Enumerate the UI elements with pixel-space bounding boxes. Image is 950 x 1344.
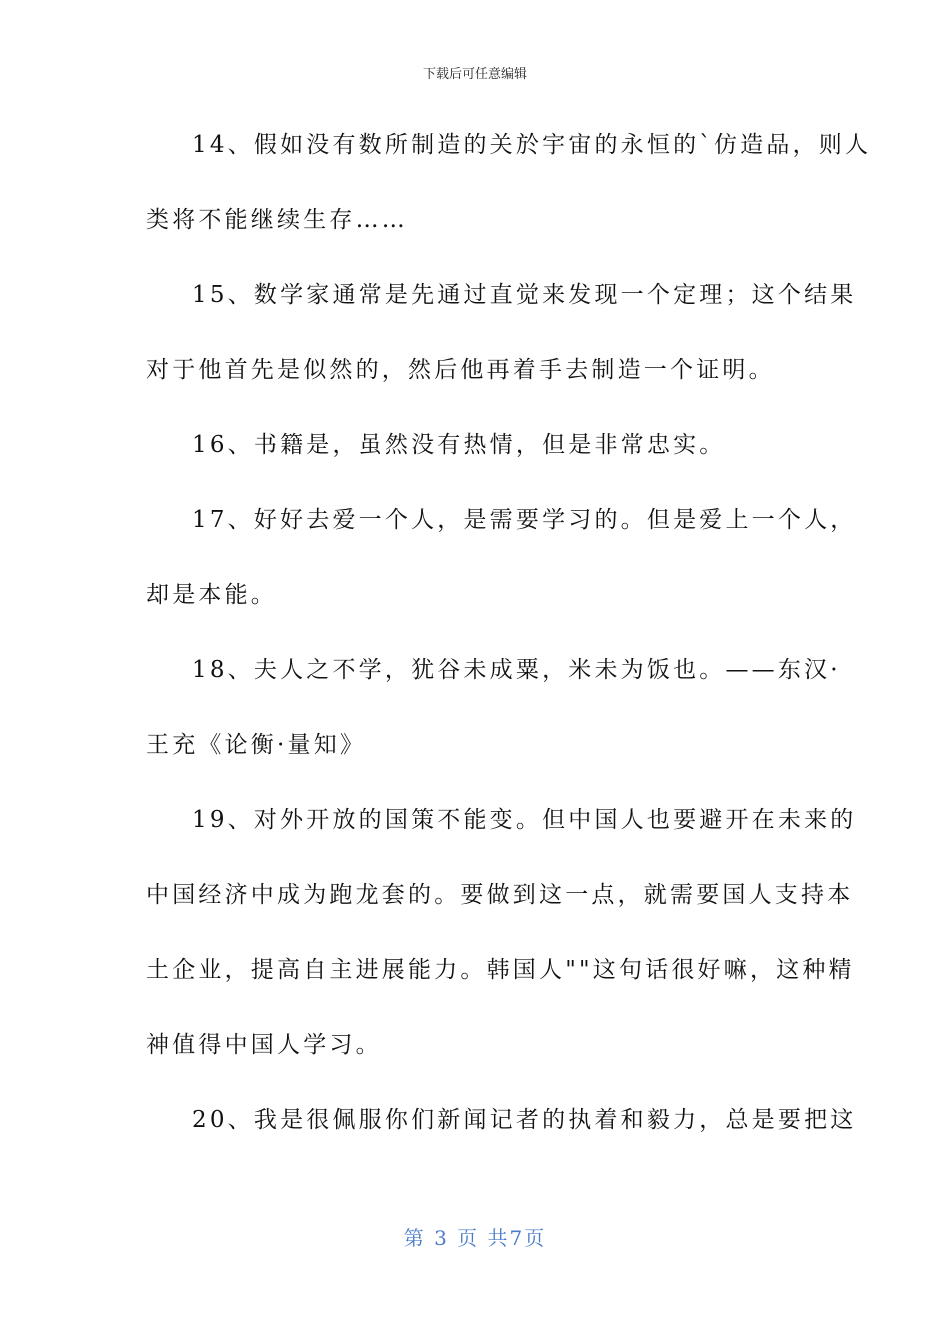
body-line: 却是本能。 [146, 582, 277, 608]
footer-middle: 页 共 [457, 1226, 510, 1250]
body-line: 土企业，提高自主进展能力。韩国人""这句话很好嘛，这种精 [146, 957, 855, 983]
body-line: 16、书籍是，虽然没有热情，但是非常忠实。 [192, 432, 726, 458]
body-line: 20、我是很佩服你们新闻记者的执着和毅力，总是要把这 [192, 1107, 857, 1133]
body-line: 17、好好去爱一个人，是需要学习的。但是爱上一个人， [192, 507, 857, 533]
page-body [146, 126, 872, 1139]
body-line: 中国经济中成为跑龙套的。要做到这一点，就需要国人支持本 [146, 882, 854, 908]
body-line: 19、对外开放的国策不能变。但中国人也要避开在未来的 [192, 807, 857, 833]
body-line: 14、假如没有数所制造的关於宇宙的永恒的`仿造品，则人 [192, 132, 872, 158]
body-line: 15、数学家通常是先通过直觉来发现一个定理；这个结果 [192, 282, 857, 308]
footer-suffix: 页 [524, 1226, 547, 1250]
body-line: 神值得中国人学习。 [146, 1032, 382, 1058]
page-header: 下载后可任意编辑 [422, 67, 527, 82]
body-line: 对于他首先是似然的，然后他再着手去制造一个证明。 [146, 357, 775, 383]
body-line: 类将不能继续生存…… [146, 207, 408, 233]
total-pages-number: 7 [509, 1226, 525, 1250]
body-line: 王充《论衡·量知》 [146, 732, 367, 758]
footer-prefix: 第 [403, 1226, 426, 1250]
current-page-number: 3 [434, 1226, 449, 1250]
body-line: 18、夫人之不学，犹谷未成粟，米未为饭也。——东汉· [192, 657, 841, 683]
page-footer [0, 1224, 950, 1252]
